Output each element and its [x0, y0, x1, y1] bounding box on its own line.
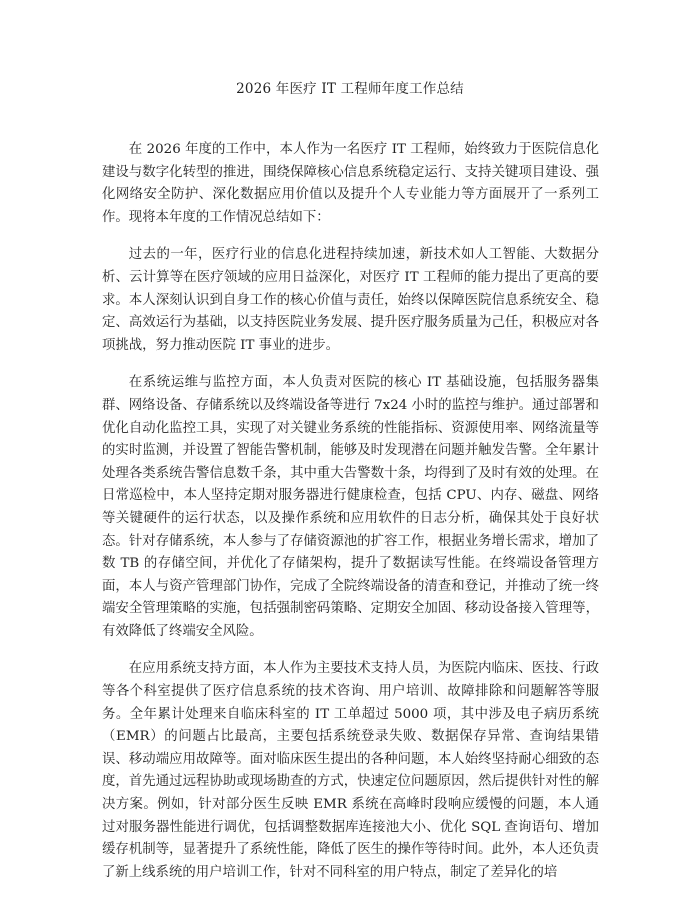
paragraph-intro: 在 2026 年度的工作中，本人作为一名医疗 IT 工程师，始终致力于医院信息化建设与数字化转型的推进，围绕保障核心信息系统稳定运行、支持关键项目建设、强化网络安全防护、深化数据应用价值以及提升个人专业能力等方面展开了一系列工作。现将本年度的工作情况总结如下：	[102, 142, 599, 225]
document-body	[102, 139, 599, 899]
document-title: 2026 年医疗 IT 工程师年度工作总结	[236, 81, 464, 97]
paragraph-system-operations: 在系统运维与监控方面，本人负责对医院的核心 IT 基础设施，包括服务器集群、网络设备、存储系统以及终端设备等进行 7x24 小时的监控与维护。通过部署和优化自动化监控工具，实现了对关键业务系统的性能指标、资源使用率、网络流量等的实时监测，并设置了智能告警机制，能够及时发现潜在问题并触发告警。全年累计处理各类系统告警信息数千条，其中重大告警数十条，均得到了及时有效的处理。在日常巡检中，本人坚持定期对服务器进行健康检查，包括 CPU、内存、磁盘、网络等关键硬件的运行状态，以及操作系统和应用软件的日志分析，确保其处于良好状态。针对存储系统，本人参与了存储资源池的扩容工作，根据业务增长需求，增加了数 TB 的存储空间，并优化了存储架构，提升了数据读写性能。在终端设备管理方面，本人与资产管理部门协作，完成了全院终端设备的清查和登记，并推动了统一终端安全管理策略的实施，包括强制密码策略、定期安全加固、移动设备接入管理等，有效降低了终端安全风险。	[102, 375, 599, 639]
paragraph-application-support: 在应用系统支持方面，本人作为主要技术支持人员，为医院内临床、医技、行政等各个科室提供了医疗信息系统的技术咨询、用户培训、故障排除和问题解答等服务。全年累计处理来自临床科室的 IT 工单超过 5000 项，其中涉及电子病历系统（EMR）的问题占比最高，主要包括系统登录失败、数据保存异常、查询结果错误、移动端应用故障等。面对临床医生提出的各种问题，本人始终坚持耐心细致的态度，首先通过远程协助或现场勘查的方式，快速定位问题原因，然后提供针对性的解决方案。例如，针对部分医生反映 EMR 系统在高峰时段响应缓慢的问题，本人通过对服务器性能进行调优，包括调整数据库连接池大小、优化 SQL 查询语句、增加缓存机制等，显著提升了系统性能，降低了医生的操作等待时间。此外，本人还负责了新上线系统的用户培训工作，针对不同科室的用户特点，制定了差异化的培	[102, 661, 599, 880]
paragraph-background: 过去的一年，医疗行业的信息化进程持续加速，新技术如人工智能、大数据分析、云计算等在医疗领域的应用日益深化，对医疗 IT 工程师的能力提出了更高的要求。本人深刻认识到自身工作的核心价值与责任，始终以保障医院信息系统安全、稳定、高效运行为基础，以支持医院业务发展、提升医疗服务质量为己任，积极应对各项挑战，努力推动医院 IT 事业的进步。	[102, 247, 599, 353]
